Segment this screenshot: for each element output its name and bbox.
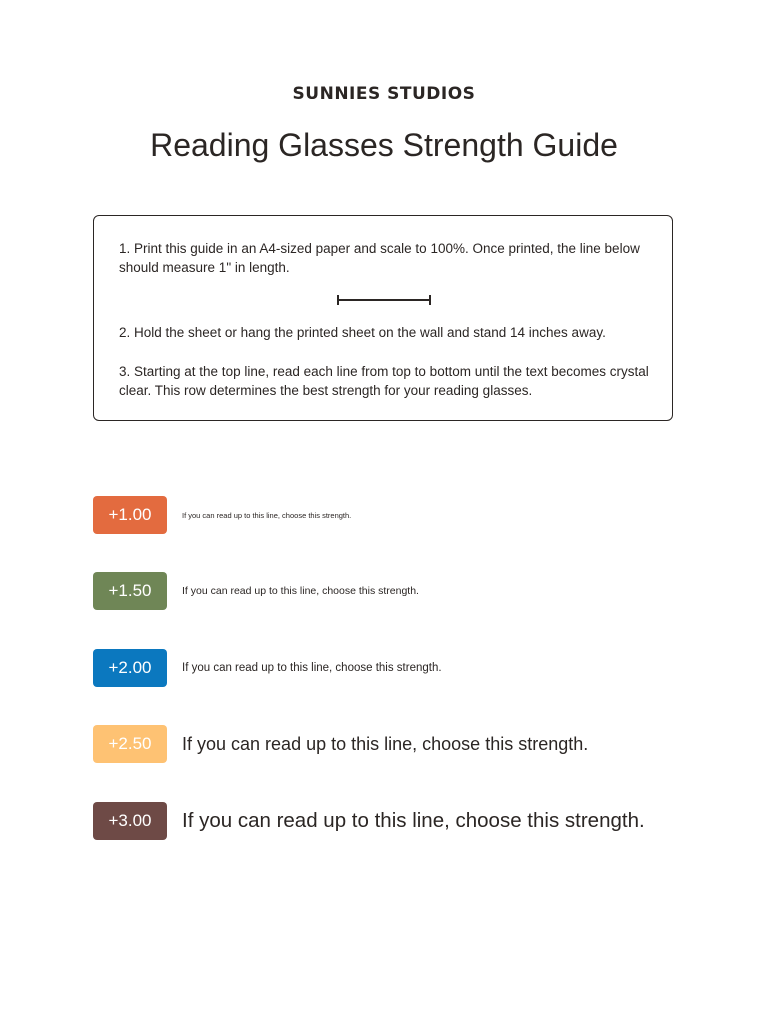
strength-row-3-00	[93, 802, 733, 840]
instruction-step-1: 1. Print this guide in an A4-sized paper and scale to 100%. Once printed, the line below should measure 1" in length.	[119, 241, 640, 275]
strength-badge: +2.00	[93, 649, 167, 687]
ruler-line	[337, 299, 431, 301]
page-title: Reading Glasses Strength Guide	[150, 127, 618, 163]
strength-test-text: If you can read up to this line, choose this strength.	[182, 733, 589, 754]
instruction-step-2: 2. Hold the sheet or hang the printed sheet on the wall and stand 14 inches away.	[119, 325, 606, 340]
strength-row-1-00	[93, 496, 733, 534]
strength-test-text: If you can read up to this line, choose this strength.	[182, 585, 419, 597]
one-inch-ruler	[337, 295, 431, 305]
strength-badge: +1.50	[93, 572, 167, 610]
strength-test-text: If you can read up to this line, choose this strength.	[182, 510, 352, 520]
strength-row-2-00	[93, 649, 733, 687]
instructions-box	[93, 215, 673, 421]
ruler-right-tick	[429, 295, 431, 305]
brand-logo: SUNNIES STUDIOS	[292, 84, 476, 104]
strength-badge: +2.50	[93, 725, 167, 763]
strength-row-2-50	[93, 725, 733, 763]
strength-test-text: If you can read up to this line, choose this strength.	[182, 662, 442, 674]
strength-row-1-50	[93, 572, 733, 610]
strength-badge: +3.00	[93, 802, 167, 840]
strength-test-text: If you can read up to this line, choose this strength.	[182, 809, 645, 832]
instruction-step-3: 3. Starting at the top line, read each line from top to bottom until the text becomes crystal clear. This row determines the best strength for your reading glasses.	[119, 364, 649, 398]
strength-badge: +1.00	[93, 496, 167, 534]
